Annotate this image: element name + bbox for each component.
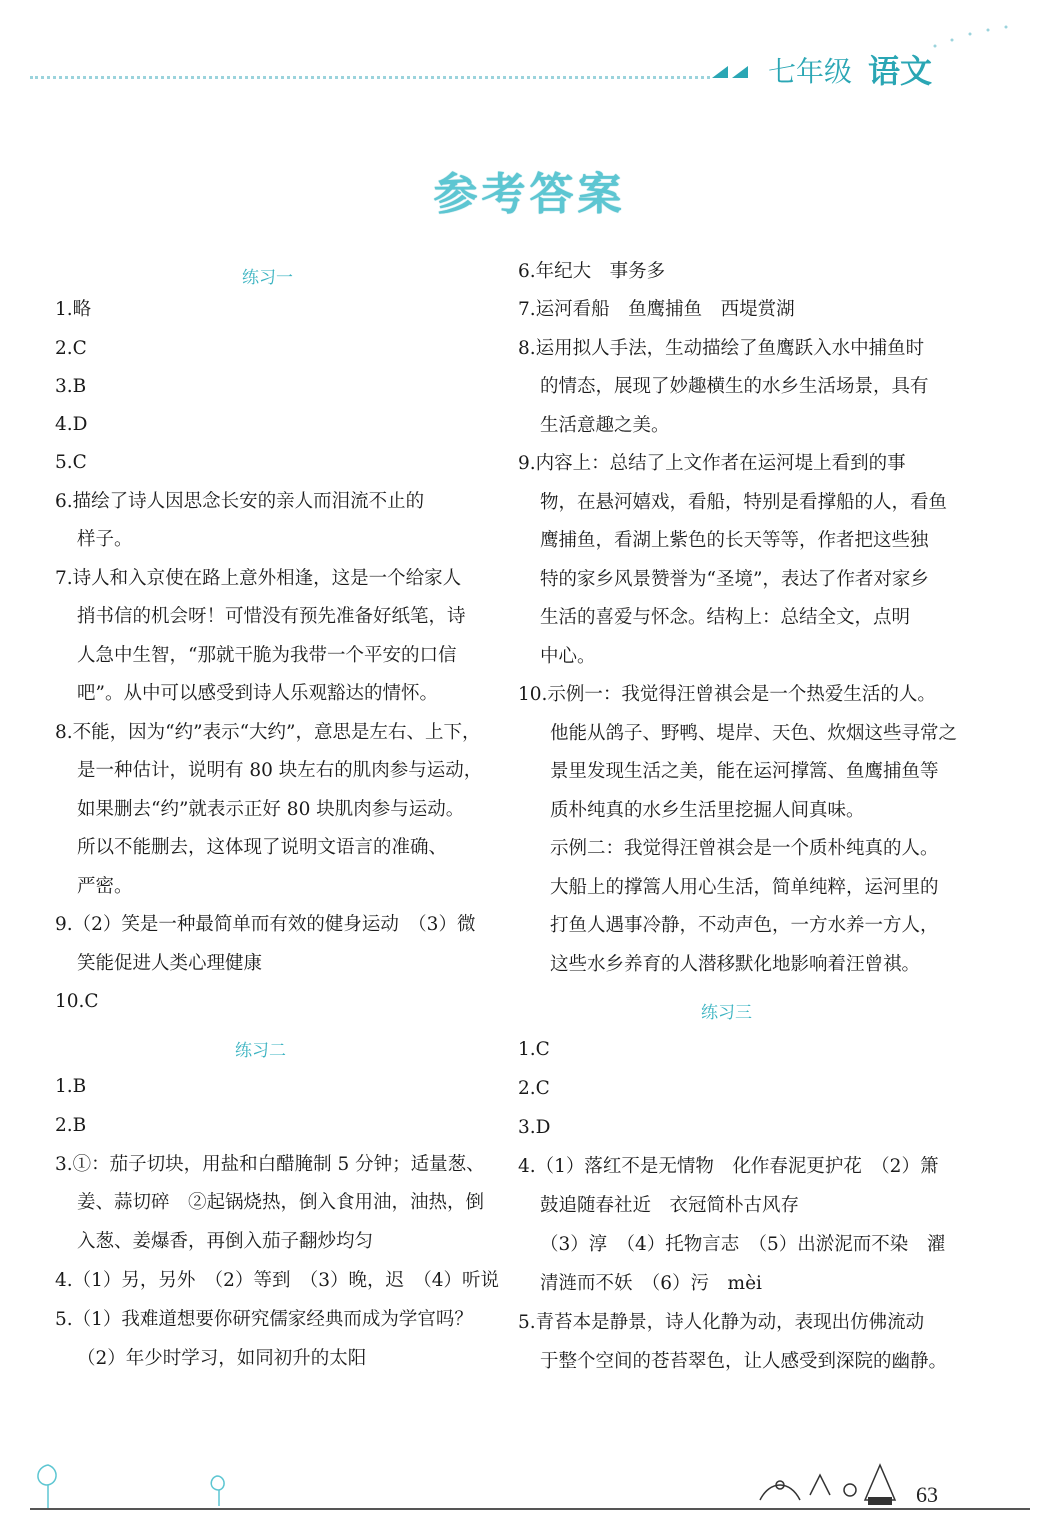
answer-line: 8.不能，因为“约”表示“大约”，意思是左右、上下， <box>55 722 481 743</box>
plant-decoration-icon <box>30 1455 70 1515</box>
answer-line: 9.内容上：总结了上文作者在运河堤上看到的事 <box>518 453 906 474</box>
answer-line: 打鱼人遇事冷静，不动声色，一方水养一方人， <box>550 915 939 936</box>
answer-line: 景里发现生活之美，能在运河撑篙、鱼鹰捕鱼等 <box>550 761 939 782</box>
answer-line: 样子。 <box>77 529 133 550</box>
sprout-decoration-icon <box>205 1470 235 1510</box>
answer-line: 质朴纯真的水乡生活里挖掘人间真味。 <box>550 800 865 821</box>
section-heading-practice-2: 练习二 <box>235 1041 286 1061</box>
answer-line: 2.B <box>55 1115 87 1136</box>
answer-line: 4.（1）落红不是无情物 化作春泥更护花 （2）箫 <box>518 1156 939 1177</box>
answer-line: 2.C <box>55 338 87 359</box>
answer-line: 5.C <box>55 452 87 473</box>
answer-line: 10.示例一：我觉得汪曾祺会是一个热爱生活的人。 <box>518 684 936 705</box>
answer-line: 是一种估计，说明有 80 块左右的肌肉参与运动， <box>77 760 483 781</box>
answer-line: 7.诗人和入京使在路上意外相逢，这是一个给家人 <box>55 568 462 589</box>
answer-line: 1.B <box>55 1076 87 1097</box>
answer-line: 捎书信的机会呀！可惜没有预先准备好纸笔，诗 <box>77 606 466 627</box>
answer-line: （2）年少时学习，如同初升的太阳 <box>77 1348 367 1369</box>
answer-line: 人急中生智，“那就干脆为我带一个平安的口信 <box>77 645 457 666</box>
header-sparkle-decoration <box>930 22 1020 52</box>
footer-divider <box>30 1508 1030 1510</box>
answer-line: 中心。 <box>540 646 596 667</box>
answer-line: 特的家乡风景赞誉为“圣境”，表达了作者对家乡 <box>540 569 929 590</box>
answer-line: （3）淳 （4）托物言志 （5）出淤泥而不染 濯 <box>540 1234 946 1255</box>
answer-line: 8.运用拟人手法，生动描绘了鱼鹰跃入水中捕鱼时 <box>518 338 925 359</box>
page-number: 63 <box>916 1482 938 1507</box>
answer-line: 清涟而不妖 （6）污 mèi <box>540 1273 762 1294</box>
answer-line: 9.（2）笑是一种最简单而有效的健身运动 （3）微 <box>55 914 476 935</box>
answer-line: 于整个空间的苍苔翠色，让人感受到深院的幽静。 <box>540 1351 948 1372</box>
double-arrow-icon <box>712 62 756 82</box>
answer-line: 6.描绘了诗人因思念长安的亲人而泪流不止的 <box>55 491 425 512</box>
answer-line: 鹰捕鱼，看湖上紫色的长天等等，作者把这些独 <box>540 530 929 551</box>
answer-line: 这些水乡养育的人潜移默化地影响着汪曾祺。 <box>550 954 921 975</box>
answer-line: 的情态，展现了妙趣横生的水乡生活场景，具有 <box>540 376 929 397</box>
answer-line: 1.C <box>518 1039 550 1060</box>
answer-line: 示例二：我觉得汪曾祺会是一个质朴纯真的人。 <box>550 838 939 859</box>
answer-line: 2.C <box>518 1078 550 1099</box>
answer-line: 生活意趣之美。 <box>540 415 670 436</box>
answer-line: 他能从鸽子、野鸭、堤岸、天色、炊烟这些寻常之 <box>550 723 958 744</box>
answer-line: 4.D <box>55 414 88 435</box>
answer-line: 吧”。从中可以感受到诗人乐观豁达的情怀。 <box>77 683 438 704</box>
header-dotted-line <box>30 76 710 79</box>
answer-line: 大船上的撑篙人用心生活，简单纯粹，运河里的 <box>550 877 939 898</box>
answer-line: 5.青苔本是静景，诗人化静为动，表现出仿佛流动 <box>518 1312 925 1333</box>
header-subject: 语文 <box>868 52 933 90</box>
answer-line: 10.C <box>55 991 99 1012</box>
header-grade: 七年级 <box>768 55 853 88</box>
answer-line: 6.年纪大 事务多 <box>518 261 666 282</box>
answer-line: 鼓追随春社近 衣冠简朴古风存 <box>540 1195 800 1216</box>
answer-line: 7.运河看船 鱼鹰捕鱼 西堤赏湖 <box>518 299 795 320</box>
answer-line: 入葱、姜爆香，再倒入茄子翻炒均匀 <box>77 1231 374 1252</box>
answer-line: 3.D <box>518 1117 551 1138</box>
answer-line: 生活的喜爱与怀念。结构上：总结全文，点明 <box>540 607 911 628</box>
answer-line: 4.（1）另，另外 （2）等到 （3）晚，迟 （4）听说 <box>55 1270 499 1291</box>
answer-line: 姜、蒜切碎 ②起锅烧热，倒入食用油，油热，倒 <box>77 1192 485 1213</box>
answer-line: 1.略 <box>55 299 92 320</box>
answer-line: 所以不能删去，这体现了说明文语言的准确、 <box>77 837 448 858</box>
page-title: 参考答案 <box>433 169 626 220</box>
answer-line: 物，在悬河嬉戏，看船，特别是看撑船的人，看鱼 <box>540 492 948 513</box>
answer-line: 笑能促进人类心理健康 <box>77 953 263 974</box>
answer-line: 3.①：茄子切块，用盐和白醋腌制 5 分钟；适量葱、 <box>55 1154 485 1175</box>
footer-doodle-decoration <box>750 1445 1010 1515</box>
section-heading-practice-3: 练习三 <box>701 1003 752 1023</box>
answer-line: 如果删去“约”就表示正好 80 块肌肉参与运动。 <box>77 799 465 820</box>
answer-line: 5.（1）我难道想要你研究儒家经典而成为学官吗？ <box>55 1309 473 1330</box>
section-heading-practice-1: 练习一 <box>242 268 293 288</box>
answer-line: 严密。 <box>77 876 133 897</box>
answer-line: 3.B <box>55 376 87 397</box>
